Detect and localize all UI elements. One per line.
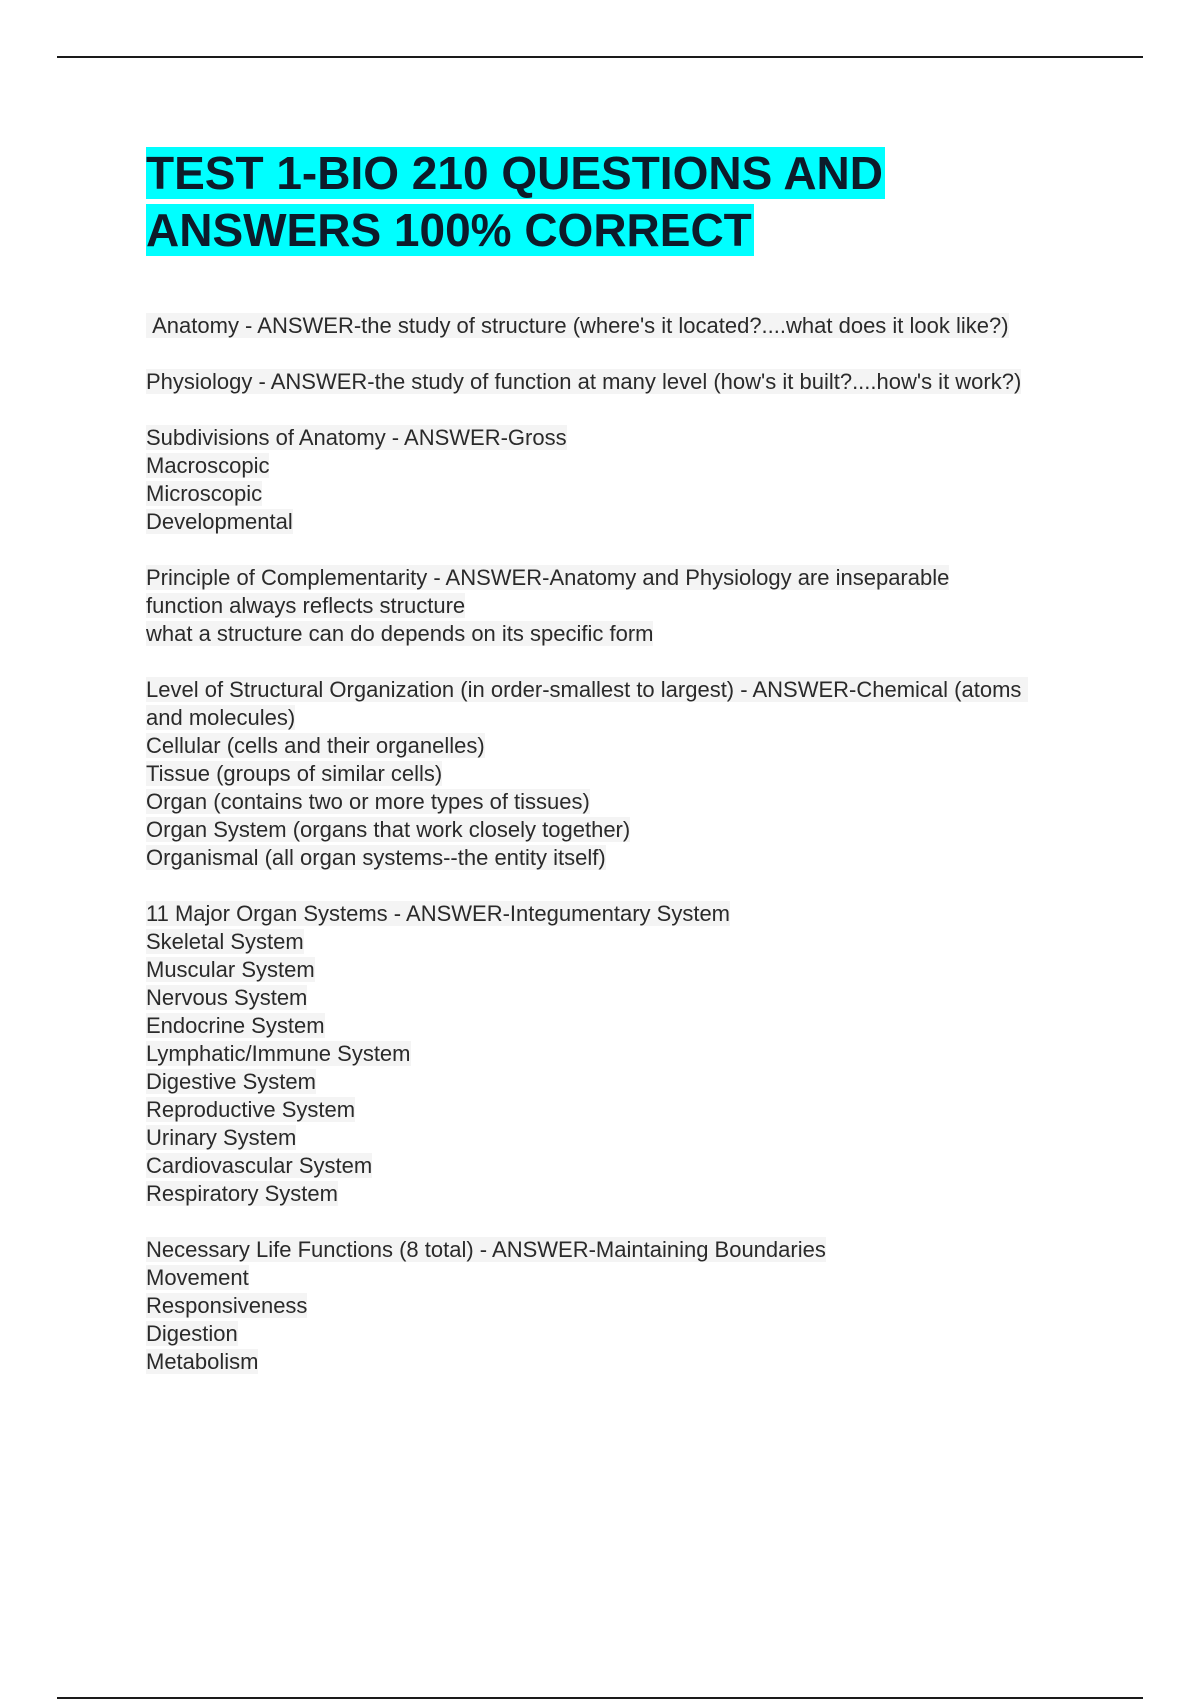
qa-line-text: Organ System (organs that work closely together): [146, 817, 631, 842]
qa-line-text: Responsiveness: [146, 1293, 308, 1318]
qa-line-text: Movement: [146, 1265, 249, 1290]
qa-answer-line: [146, 508, 1046, 536]
qa-line-text: Tissue (groups of similar cells): [146, 761, 443, 786]
qa-answer-line: [146, 620, 1046, 648]
qa-item: [146, 676, 1046, 872]
qa-answer-line: [146, 1012, 1046, 1040]
qa-answer-line: [146, 956, 1046, 984]
qa-answer-line: [146, 480, 1046, 508]
qa-answer-line: [146, 1096, 1046, 1124]
document-title: [146, 145, 1046, 259]
qa-line-text: Respiratory System: [146, 1181, 338, 1206]
qa-answer-line: [146, 788, 1046, 816]
qa-line-text: Necessary Life Functions (8 total) - ANSWER-Maintaining Boundaries: [146, 1237, 826, 1262]
qa-item: [146, 424, 1046, 536]
qa-line-text: Digestive System: [146, 1069, 316, 1094]
qa-answer-line: [146, 984, 1046, 1012]
top-rule: [57, 56, 1143, 58]
qa-item: [146, 1236, 1046, 1376]
qa-answer-line: [146, 816, 1046, 844]
qa-question-line: [146, 424, 1046, 452]
qa-item: [146, 900, 1046, 1208]
qa-answer-line: [146, 1068, 1046, 1096]
qa-question-line: [146, 564, 1046, 592]
qa-answer-line: [146, 1292, 1046, 1320]
qa-question-line: [146, 368, 1046, 396]
qa-line-text: Metabolism: [146, 1349, 259, 1374]
qa-item: [146, 368, 1046, 396]
qa-line-text: function always reflects structure: [146, 593, 466, 618]
qa-question-line: [146, 312, 1046, 340]
document-title-text: TEST 1-BIO 210 QUESTIONS AND ANSWERS 100% CORRECT: [146, 147, 883, 256]
qa-answer-line: [146, 452, 1046, 480]
qa-line-text: Endocrine System: [146, 1013, 325, 1038]
qa-line-text: Digestion: [146, 1321, 238, 1346]
qa-question-line: [146, 1236, 1046, 1264]
qa-line-text: Urinary System: [146, 1125, 297, 1150]
qa-line-text: Principle of Complementarity - ANSWER-Anatomy and Physiology are inseparable: [146, 565, 950, 590]
qa-line-text: Nervous System: [146, 985, 308, 1010]
qa-list: [146, 312, 1046, 1404]
qa-question-line: [146, 676, 1046, 732]
qa-line-text: Muscular System: [146, 957, 315, 982]
qa-line-text: Microscopic: [146, 481, 263, 506]
qa-line-text: Macroscopic: [146, 453, 270, 478]
qa-answer-line: [146, 1348, 1046, 1376]
qa-answer-line: [146, 1040, 1046, 1068]
qa-line-text: what a structure can do depends on its specific form: [146, 621, 654, 646]
qa-line-text: Cardiovascular System: [146, 1153, 373, 1178]
qa-line-text: Subdivisions of Anatomy - ANSWER-Gross: [146, 425, 567, 450]
qa-line-text: Reproductive System: [146, 1097, 356, 1122]
qa-item: [146, 312, 1046, 340]
qa-answer-line: [146, 1180, 1046, 1208]
qa-line-text: Cellular (cells and their organelles): [146, 733, 485, 758]
qa-answer-line: [146, 732, 1046, 760]
qa-line-text: Physiology - ANSWER-the study of function at many level (how's it built?....how's it work?): [146, 369, 1022, 394]
qa-answer-line: [146, 1320, 1046, 1348]
qa-line-text: Skeletal System: [146, 929, 304, 954]
qa-answer-line: [146, 928, 1046, 956]
qa-line-text: Anatomy - ANSWER-the study of structure (where's it located?....what does it look like?): [146, 313, 1009, 338]
qa-line-text: Lymphatic/Immune System: [146, 1041, 411, 1066]
qa-answer-line: [146, 844, 1046, 872]
qa-line-text: Developmental: [146, 509, 293, 534]
qa-item: [146, 564, 1046, 648]
qa-answer-line: [146, 1124, 1046, 1152]
qa-line-text: Organ (contains two or more types of tissues): [146, 789, 590, 814]
bottom-rule: [57, 1697, 1143, 1699]
qa-line-text: 11 Major Organ Systems - ANSWER-Integumentary System: [146, 901, 730, 926]
qa-line-text: Organismal (all organ systems--the entity itself): [146, 845, 606, 870]
qa-answer-line: [146, 1264, 1046, 1292]
qa-answer-line: [146, 760, 1046, 788]
qa-question-line: [146, 900, 1046, 928]
qa-answer-line: [146, 1152, 1046, 1180]
qa-line-text: Level of Structural Organization (in order-smallest to largest) - ANSWER-Chemical (atoms and molecules): [146, 677, 1028, 730]
qa-answer-line: [146, 592, 1046, 620]
